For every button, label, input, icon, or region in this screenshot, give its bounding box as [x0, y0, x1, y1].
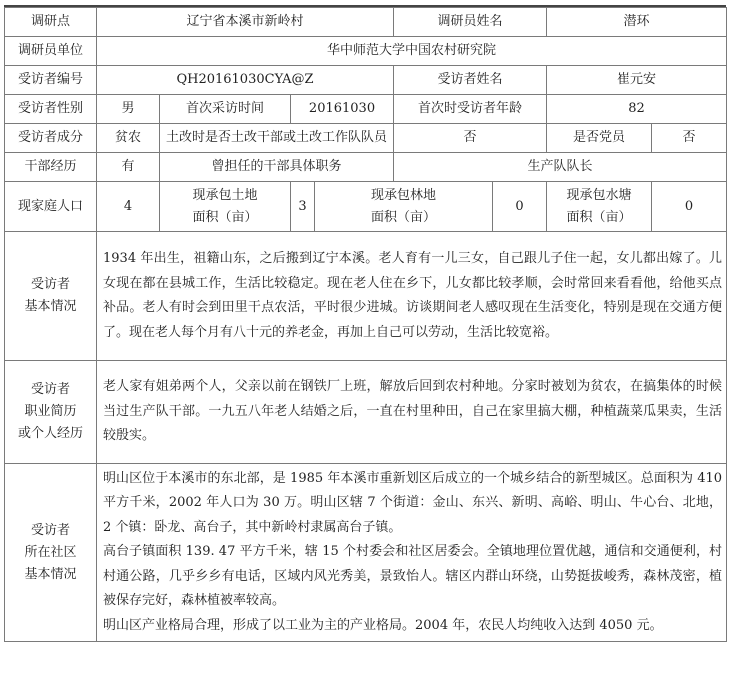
basic-info-label — [5, 232, 97, 361]
land-reform-cadre-value: 否 — [394, 124, 547, 153]
surveyor-unit-label: 调研员单位 — [5, 37, 97, 66]
row-basic-info — [5, 232, 727, 361]
interviewee-id-label: 受访者编号 — [5, 66, 97, 95]
class-value: 贫农 — [97, 124, 160, 153]
gender-value: 男 — [97, 95, 160, 124]
survey-site-label: 调研点 — [5, 8, 97, 37]
basic-info-text-cell — [97, 232, 727, 361]
survey-table — [4, 7, 727, 642]
contracted-pond-label-line2: 面积（亩） — [566, 209, 632, 225]
contracted-land-label — [160, 182, 291, 232]
row-cadre-experience — [5, 153, 727, 182]
class-label: 受访者成分 — [5, 124, 97, 153]
row-gender — [5, 95, 727, 124]
career-text-cell — [97, 361, 727, 464]
contracted-pond-value: 0 — [652, 182, 727, 232]
contracted-land-label-line1: 现承包土地 — [192, 187, 258, 203]
community-label — [5, 464, 97, 642]
contracted-forest-label-line2: 面积（亩） — [371, 209, 437, 225]
surveyor-name-label: 调研员姓名 — [394, 8, 547, 37]
contracted-forest-label-line1: 现承包林地 — [371, 187, 437, 203]
community-label-line1: 受访者 — [30, 522, 70, 538]
contracted-pond-label-line1: 现承包水塘 — [566, 187, 632, 203]
row-career — [5, 361, 727, 464]
row-survey-site — [5, 8, 727, 37]
cadre-experience-label: 干部经历 — [5, 153, 97, 182]
community-label-line2: 所在社区 — [24, 544, 77, 560]
first-interview-age-label: 首次时受访者年龄 — [394, 95, 547, 124]
contracted-land-label-line2: 面积（亩） — [192, 209, 258, 225]
interviewee-id-value: QH20161030CYA@Z — [97, 66, 394, 95]
community-label-line3: 基本情况 — [24, 566, 77, 582]
party-member-value: 否 — [652, 124, 727, 153]
row-surveyor-unit — [5, 37, 727, 66]
surveyor-name-value: 潜环 — [547, 8, 727, 37]
first-interview-time-value: 20161030 — [291, 95, 394, 124]
survey-site-value: 辽宁省本溪市新岭村 — [97, 8, 394, 37]
contracted-forest-value: 0 — [493, 182, 547, 232]
row-class — [5, 124, 727, 153]
surveyor-unit-value: 华中师范大学中国农村研究院 — [97, 37, 727, 66]
first-interview-time-label: 首次采访时间 — [160, 95, 291, 124]
career-label-line1: 受访者 — [30, 382, 70, 397]
gender-label: 受访者性别 — [5, 95, 97, 124]
interviewee-name-value: 崔元安 — [547, 66, 727, 95]
community-text-cell — [97, 464, 727, 642]
career-label-line2: 职业简历 — [24, 404, 77, 419]
party-member-label: 是否党员 — [547, 124, 652, 153]
career-label-line3: 或个人经历 — [17, 426, 83, 441]
basic-info-label-line1: 受访者 — [30, 277, 70, 292]
basic-info-label-line2: 基本情况 — [24, 299, 77, 314]
community-text-para3: 明山区产业格局合理，形成了以工业为主的产业格局。2004 年，农民人均纯收入达到 4050 元。 — [103, 617, 663, 633]
row-community — [5, 464, 727, 642]
career-label — [5, 361, 97, 464]
cadre-duty-value: 生产队队长 — [394, 153, 727, 182]
row-interviewee-id — [5, 66, 727, 95]
contracted-forest-label — [315, 182, 493, 232]
cadre-duty-label: 曾担任的干部具体职务 — [160, 153, 394, 182]
household-size-value: 4 — [97, 182, 160, 232]
contracted-land-value: 3 — [291, 182, 315, 232]
interviewee-name-label: 受访者姓名 — [394, 66, 547, 95]
basic-info-text: 1934 年出生，祖籍山东，之后搬到辽宁本溪。老人育有一儿三女，自己跟儿子住一起，女儿都出嫁了。儿女现在都在县城工作，生活比较稳定。现在老人住在乡下，儿女都比较孝顺，会时常回来看看他，给他买点补品。老人有时会到田里干点农活，平时很少进城。访谈期间老人感叹现在生活变化，特别是现在交通方便了。现在老人每个月有八十元的养老金，再加上自己可以劳动，生活比较宽裕。 — [103, 251, 723, 340]
career-text: 老人家有姐弟两个人，父亲以前在钢铁厂上班，解放后回到农村种地。分家时被划为贫农，在搞集体的时候当过生产队干部。一九五八年老人结婚之后，一直在村里种田，自己在家里搞大棚，种植蔬菜瓜果卖，生活较殷实。 — [103, 379, 723, 444]
contracted-pond-label — [547, 182, 652, 232]
community-text-para2: 高台子镇面积 139. 47 平方千米，辖 15 个村委会和社区居委会。全镇地理位置优越，通信和交通便利，村村通公路，几乎乡乡有电话，区域内风光秀美，景致怡人。辖区内群山环绕，山势挺拔峻秀，森林茂密，植被保存完好，森林植被率较高。 — [103, 544, 723, 609]
household-size-label: 现家庭人口 — [5, 182, 97, 232]
row-household — [5, 182, 727, 232]
community-text-para1: 明山区位于本溪市的东北部，是 1985 年本溪市重新划区后成立的一个城乡结合的新型城区。总面积为 410 平方千米，2002 年人口为 30 万。明山区辖 7 个街道：金山、东兴、新明、高峪、明山、牛心台、北地，2 个镇：卧龙、高台子，其中新岭村隶属高台子镇。 — [103, 470, 723, 535]
first-interview-age-value: 82 — [547, 95, 727, 124]
cadre-experience-value: 有 — [97, 153, 160, 182]
land-reform-cadre-label: 土改时是否土改干部或土改工作队队员 — [160, 124, 394, 153]
